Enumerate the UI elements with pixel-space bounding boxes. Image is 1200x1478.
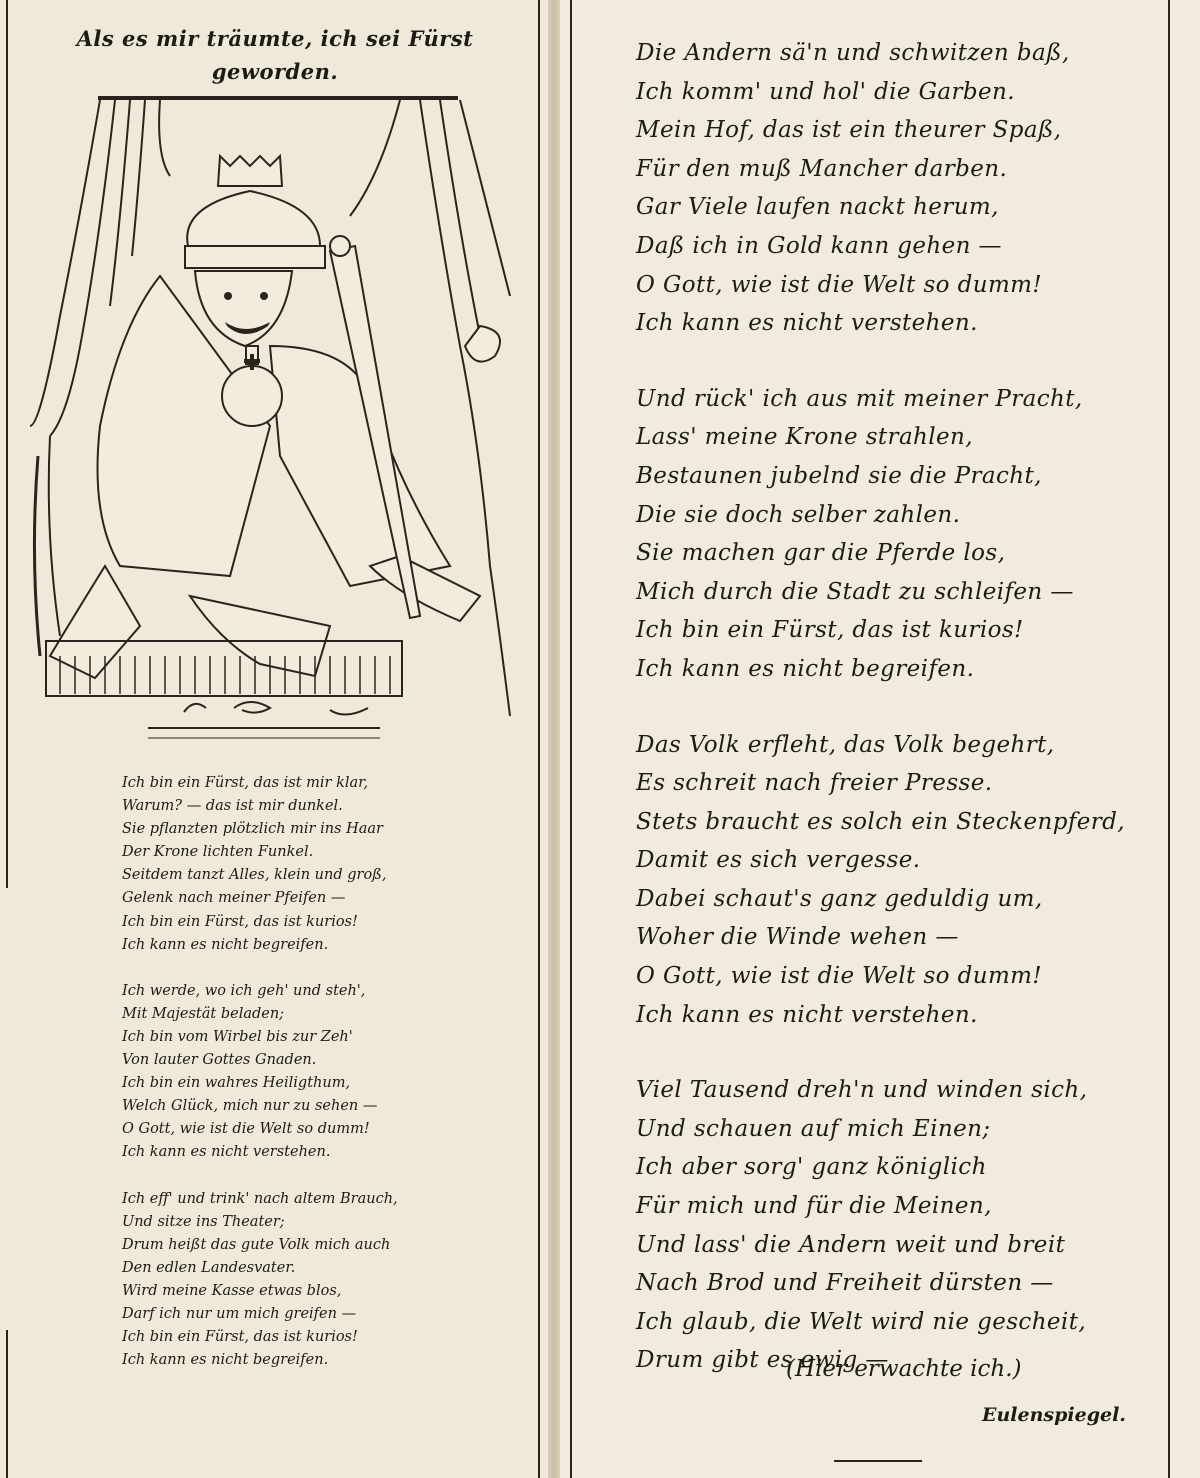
- verse-line: Es schreit nach freier Presse.: [636, 770, 993, 797]
- verse-line: Ich werde, wo ich geh' und steh',: [122, 982, 366, 999]
- left-margin-rule-lower: [6, 1330, 8, 1478]
- right-poem: [636, 34, 1156, 1417]
- verse-line: Viel Tausend dreh'n und winden sich,: [636, 1077, 1088, 1104]
- column-rule-right: [570, 0, 572, 1478]
- verse-line: Stets braucht es solch ein Steckenpferd,: [636, 808, 1126, 835]
- poem-title: [60, 22, 490, 88]
- verse-line: Ich bin ein Fürst, das ist kurios!: [636, 617, 1024, 644]
- right-margin-rule: [1168, 0, 1170, 1478]
- verse-line: Sie pflanzten plötzlich mir ins Haar: [122, 821, 383, 838]
- verse-line: Warum? — das ist mir dunkel.: [122, 798, 343, 815]
- stanza-2: [122, 980, 462, 1165]
- verse-line: Ich kann es nicht begreifen.: [636, 655, 975, 682]
- verse-line: Das Volk erfleht, das Volk begehrt,: [636, 731, 1055, 758]
- verse-line: Ich kann es nicht begreifen.: [122, 936, 329, 953]
- verse-line: Nach Brod und Freiheit dürsten —: [636, 1270, 1054, 1297]
- verse-line: Ich bin vom Wirbel bis zur Zeh': [122, 1028, 353, 1045]
- verse-line: Welch Glück, mich nur zu sehen —: [122, 1098, 378, 1115]
- verse-line: Mein Hof, das ist ein theurer Spaß,: [636, 117, 1062, 144]
- verse-line: Daß ich in Gold kann gehen —: [636, 232, 1002, 259]
- verse-line: Mit Majestät beladen;: [122, 1005, 285, 1022]
- verse-line: Sie machen gar die Pferde los,: [636, 540, 1006, 567]
- stanza-1: [122, 772, 462, 957]
- verse-line: Ich eff' und trink' nach altem Brauch,: [122, 1190, 398, 1207]
- verse-line: Und lass' die Andern weit und breit: [636, 1231, 1066, 1258]
- verse-line: O Gott, wie ist die Welt so dumm!: [636, 271, 1043, 298]
- verse-line: Ich bin ein Fürst, das ist kurios!: [122, 1329, 358, 1346]
- column-rule-left: [538, 0, 540, 1478]
- verse-line: Lass' meine Krone strahlen,: [636, 424, 973, 451]
- title-line-1: Als es mir träumte, ich sei Fürst: [76, 26, 474, 51]
- verse-line: Ich bin ein Fürst, das ist mir klar,: [122, 775, 369, 791]
- verse-line: Und schauen auf mich Einen;: [636, 1115, 991, 1142]
- author-signature: Eulenspiegel.: [982, 1404, 1126, 1426]
- verse-line: Ich glaub, die Welt wird nie gescheit,: [636, 1308, 1087, 1335]
- verse-line: Ich kann es nicht verstehen.: [636, 1001, 978, 1028]
- verse-line: Die Andern sä'n und schwitzen baß,: [636, 40, 1070, 66]
- verse-line: Wird meine Kasse etwas blos,: [122, 1282, 342, 1299]
- verse-line: Ich kann es nicht begreifen.: [122, 1352, 329, 1369]
- verse-line: Die sie doch selber zahlen.: [636, 501, 961, 528]
- book-gutter: [548, 0, 560, 1478]
- prince-illustration: [20, 96, 520, 756]
- verse-line: Gelenk nach meiner Pfeifen —: [122, 890, 346, 907]
- verse-line: Ich aber sorg' ganz königlich: [636, 1154, 987, 1181]
- left-poem: [122, 772, 462, 1395]
- verse-line: Ich kann es nicht verstehen.: [636, 310, 978, 337]
- verse-line: Für den muß Mancher darben.: [636, 155, 1008, 182]
- stanza-6: [636, 726, 1156, 1035]
- verse-line: Den edlen Landesvater.: [122, 1259, 296, 1276]
- verse-line: Drum heißt das gute Volk mich auch: [122, 1236, 391, 1253]
- verse-line: Damit es sich vergesse.: [636, 847, 921, 874]
- verse-line: Für mich und für die Meinen,: [636, 1193, 992, 1220]
- verse-line: Darf ich nur um mich greifen —: [122, 1305, 357, 1322]
- stanza-4: [636, 34, 1156, 343]
- verse-line: Woher die Winde wehen —: [636, 924, 959, 951]
- verse-line: Der Krone lichten Funkel.: [122, 844, 314, 861]
- verse-line: Seitdem tanzt Alles, klein und groß,: [122, 867, 387, 884]
- stanza-7: [636, 1071, 1156, 1380]
- verse-line: Gar Viele laufen nackt herum,: [636, 194, 999, 221]
- verse-line: Und sitze ins Theater;: [122, 1213, 285, 1230]
- verse-line: Dabei schaut's ganz geduldig um,: [636, 885, 1043, 912]
- stanza-5: [636, 380, 1156, 689]
- verse-line: Ich kann es nicht verstehen.: [122, 1144, 331, 1161]
- verse-line: Mich durch die Stadt zu schleifen —: [636, 578, 1074, 605]
- end-rule: [834, 1460, 922, 1462]
- closing-note: (Hier erwachte ich.): [786, 1356, 1022, 1382]
- verse-line: O Gott, wie ist die Welt so dumm!: [636, 963, 1043, 990]
- left-margin-rule: [6, 0, 8, 888]
- verse-line: Ich komm' und hol' die Garben.: [636, 78, 1015, 105]
- verse-line: Ich bin ein wahres Heiligthum,: [122, 1075, 351, 1092]
- title-line-2: geworden.: [211, 59, 339, 84]
- verse-line: Ich bin ein Fürst, das ist kurios!: [122, 913, 358, 930]
- verse-line: O Gott, wie ist die Welt so dumm!: [122, 1121, 370, 1138]
- verse-line: Drum gibt es ewig —: [636, 1347, 889, 1374]
- verse-line: Bestaunen jubelnd sie die Pracht,: [636, 462, 1042, 489]
- stanza-3: [122, 1188, 462, 1373]
- verse-line: Von lauter Gottes Gnaden.: [122, 1052, 317, 1069]
- verse-line: Und rück' ich aus mit meiner Pracht,: [636, 385, 1083, 412]
